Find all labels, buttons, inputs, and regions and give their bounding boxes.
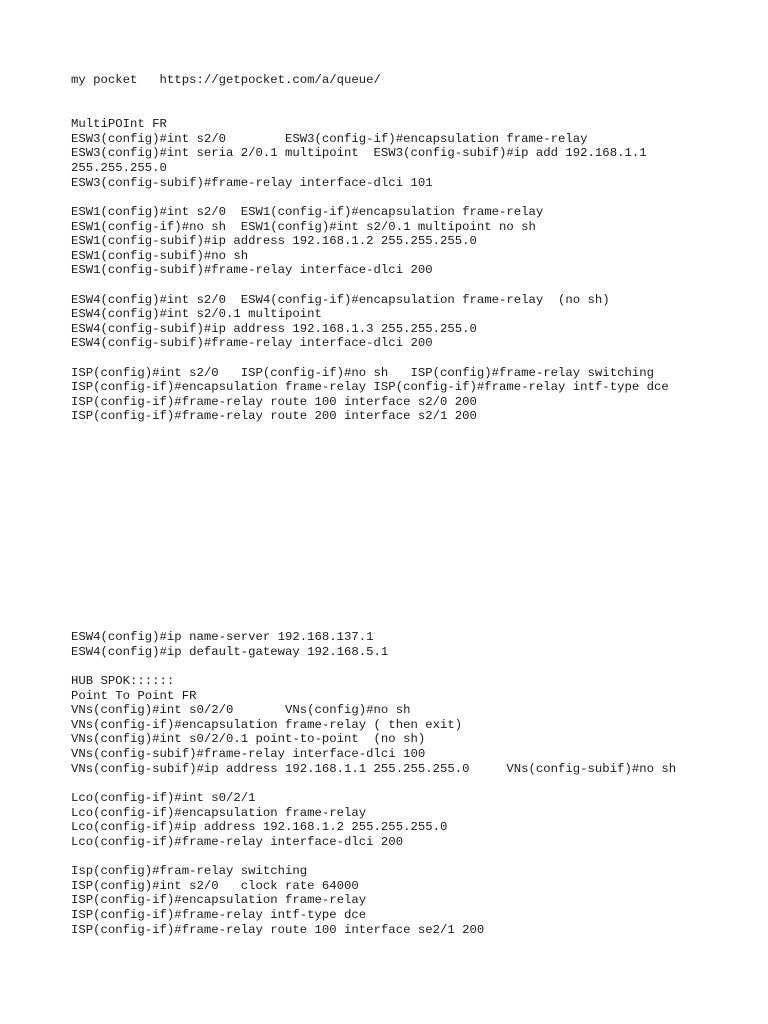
config-line: ISP(config-if)#frame-relay intf-type dce: [71, 908, 367, 922]
config-line: ESW3(config)#int s2/0 ESW3(config-if)#encapsulation frame-relay: [71, 132, 588, 146]
config-line: ESW4(config)#ip default-gateway 192.168.5.1: [71, 645, 389, 659]
config-line: VNs(config-if)#encapsulation frame-relay ( then exit): [71, 718, 463, 732]
config-line: ESW3(config)#int seria 2/0.1 multipoint ESW3(config-subif)#ip add 192.168.1.1: [71, 146, 647, 160]
config-line: 255.255.255.0: [71, 161, 167, 175]
config-line: ESW4(config)#int s2/0 ESW4(config-if)#encapsulation frame-relay (no sh): [71, 293, 610, 307]
config-line: ESW4(config)#ip name-server 192.168.137.1: [71, 630, 374, 644]
config-line: ESW1(config-if)#no sh ESW1(config)#int s2/0.1 multipoint no sh: [71, 220, 536, 234]
section-subtitle: Point To Point FR: [71, 689, 197, 703]
config-line: ESW4(config-subif)#ip address 192.168.1.3 255.255.255.0: [71, 322, 477, 336]
config-line: ESW3(config-subif)#frame-relay interface-dlci 101: [71, 176, 433, 190]
config-line: ISP(config-if)#encapsulation frame-relay: [71, 893, 367, 907]
config-line: VNs(config-subif)#ip address 192.168.1.1 255.255.255.0 VNs(config-subif)#no sh: [71, 762, 677, 776]
config-line: Lco(config-if)#int s0/2/1: [71, 791, 256, 805]
config-line: VNs(config)#int s0/2/0 VNs(config)#no sh: [71, 703, 411, 717]
config-line: ISP(config)#int s2/0 ISP(config-if)#no sh ISP(config)#frame-relay switching: [71, 366, 654, 380]
config-line: Isp(config)#fram-relay switching: [71, 864, 308, 878]
config-line: ESW4(config-subif)#frame-relay interface-dlci 200: [71, 336, 433, 350]
config-line: VNs(config)#int s0/2/0.1 point-to-point (no sh): [71, 732, 426, 746]
header-line: my pocket https://getpocket.com/a/queue/: [71, 73, 381, 87]
config-line: ISP(config-if)#frame-relay route 100 interface s2/0 200: [71, 395, 477, 409]
config-line: ISP(config-if)#encapsulation frame-relay ISP(config-if)#frame-relay intf-type dce: [71, 380, 669, 394]
config-line: ISP(config-if)#frame-relay route 100 interface se2/1 200: [71, 923, 485, 937]
config-line: ISP(config-if)#frame-relay route 200 interface s2/1 200: [71, 409, 477, 423]
config-line: ESW1(config-subif)#ip address 192.168.1.2 255.255.255.0: [71, 234, 477, 248]
section-title-hub-spoke: HUB SPOK::::::: [71, 674, 175, 688]
config-line: Lco(config-if)#ip address 192.168.1.2 255.255.255.0: [71, 820, 448, 834]
section-title-multipoint: MultiPOInt FR: [71, 117, 167, 131]
config-line: VNs(config-subif)#frame-relay interface-dlci 100: [71, 747, 426, 761]
config-line: ESW4(config)#int s2/0.1 multipoint: [71, 307, 322, 321]
config-line: ESW1(config)#int s2/0 ESW1(config-if)#encapsulation frame-relay: [71, 205, 544, 219]
config-line: ESW1(config-subif)#no sh: [71, 249, 249, 263]
config-line: ISP(config)#int s2/0 clock rate 64000: [71, 879, 359, 893]
config-line: Lco(config-if)#encapsulation frame-relay: [71, 806, 367, 820]
config-line: Lco(config-if)#frame-relay interface-dlci 200: [71, 835, 404, 849]
config-line: ESW1(config-subif)#frame-relay interface-dlci 200: [71, 263, 433, 277]
